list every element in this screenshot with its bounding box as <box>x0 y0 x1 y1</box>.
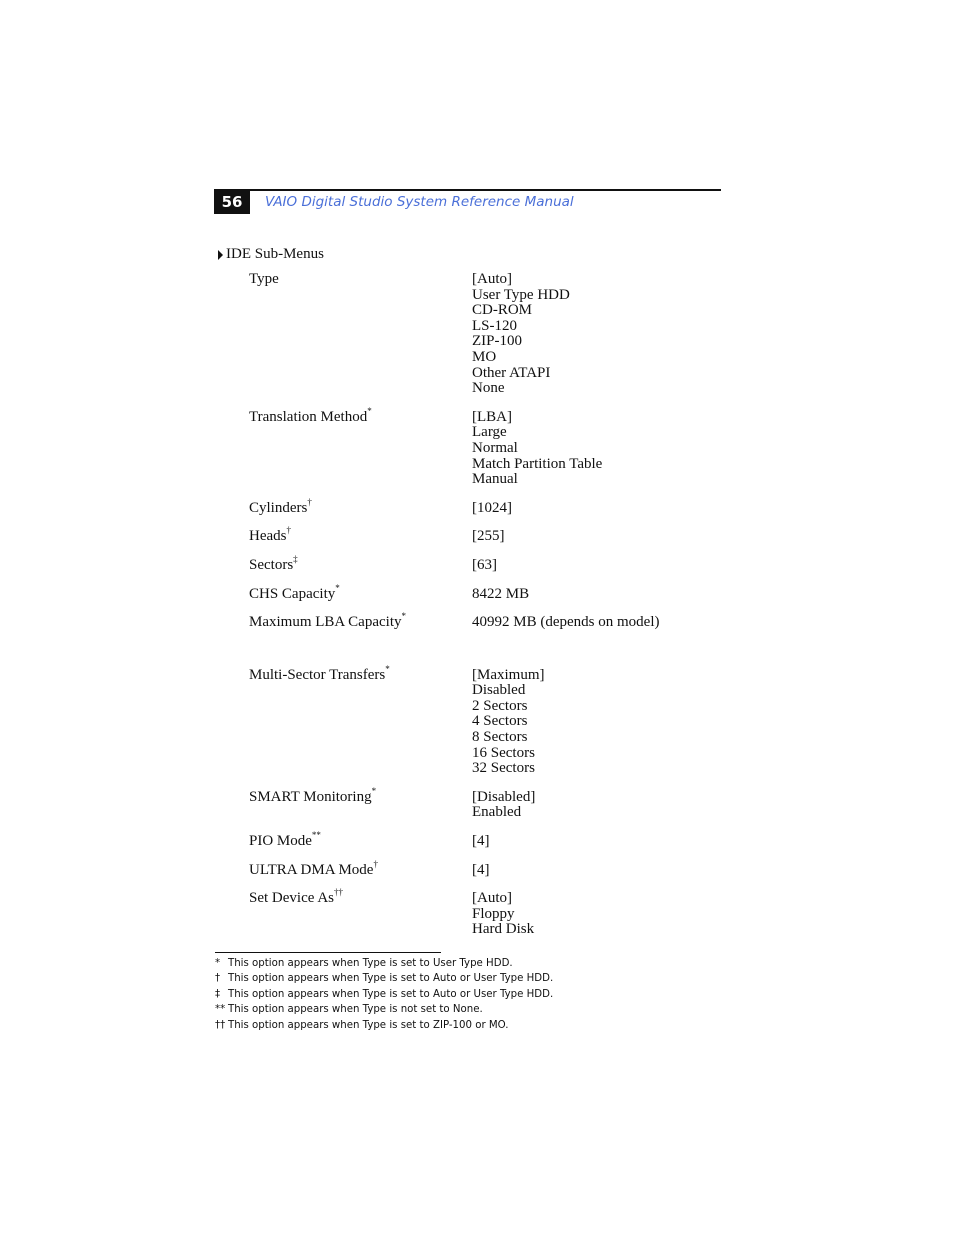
setting-row <box>249 496 709 517</box>
setting-values <box>472 615 709 631</box>
setting-label <box>249 830 472 850</box>
header-rule <box>250 189 721 191</box>
setting-option: CD-ROM <box>472 302 533 319</box>
footnote-text: This option appears when Type is set to Auto or User Type HDD. <box>228 973 554 985</box>
setting-option: Match Partition Table <box>472 455 603 472</box>
footnote-symbol: ** <box>215 1004 226 1016</box>
footnote <box>215 1002 553 1017</box>
footnote <box>215 956 553 971</box>
setting-label-text: Sectors <box>249 556 294 573</box>
setting-option: [4] <box>472 861 490 878</box>
setting-label <box>249 611 472 631</box>
setting-option: None <box>472 380 505 397</box>
footnote <box>215 1018 553 1033</box>
setting-option: 2 Sectors <box>472 697 528 714</box>
footnote-mark: † <box>286 525 291 536</box>
section-title: IDE Sub-Menus <box>226 246 324 262</box>
setting-label <box>249 405 472 426</box>
setting-option: 16 Sectors <box>472 744 535 761</box>
footnote-mark: * <box>367 405 372 416</box>
setting-option: Enabled <box>472 804 522 821</box>
footnote-mark: ‡ <box>293 553 298 564</box>
setting-label <box>249 582 472 603</box>
setting-label <box>249 496 472 517</box>
setting-row <box>249 553 709 574</box>
setting-option: [1024] <box>472 499 512 516</box>
setting-row <box>249 582 709 603</box>
footnote-mark: † <box>373 858 378 869</box>
setting-option: [Disabled] <box>472 788 536 805</box>
setting-label <box>249 858 472 879</box>
setting-values <box>472 587 709 603</box>
setting-label-text: Set Device As <box>249 890 334 907</box>
setting-row <box>249 830 709 850</box>
setting-label <box>249 663 472 684</box>
setting-row <box>249 272 709 397</box>
setting-option: Manual <box>472 471 518 488</box>
setting-option: MO <box>472 348 497 365</box>
setting-values <box>472 790 709 821</box>
setting-option: Large <box>472 424 507 441</box>
arrow-right-icon <box>218 250 223 260</box>
setting-values <box>472 410 709 488</box>
footnote-symbol: * <box>215 958 221 969</box>
footnote-mark: † <box>307 496 312 507</box>
setting-label <box>249 553 472 574</box>
setting-option: [Maximum] <box>472 666 545 683</box>
setting-values <box>472 834 709 850</box>
setting-row <box>249 525 709 545</box>
setting-option: 4 Sectors <box>472 713 528 730</box>
setting-option: 8 Sectors <box>472 729 528 746</box>
setting-option: Hard Disk <box>472 921 535 938</box>
setting-label-text: Maximum LBA Capacity <box>249 614 402 631</box>
setting-row <box>249 858 709 879</box>
setting-row <box>249 785 709 821</box>
footnote-symbol: †† <box>215 1019 226 1031</box>
setting-label-text: CHS Capacity <box>249 585 336 602</box>
setting-label <box>249 272 472 288</box>
setting-row <box>249 887 709 938</box>
setting-option: Floppy <box>472 905 515 922</box>
setting-values <box>472 558 709 574</box>
footnote-mark: * <box>385 663 390 674</box>
page-number: 56 <box>214 189 250 214</box>
setting-option: [255] <box>472 528 505 545</box>
setting-label-text: Cylinders <box>249 499 308 516</box>
footnote-text: This option appears when Type is set to ZIP-100 or MO. <box>228 1019 509 1031</box>
setting-values <box>472 891 709 938</box>
footnotes <box>215 956 553 1033</box>
setting-row <box>249 611 709 631</box>
setting-values <box>472 529 709 545</box>
setting-values <box>472 668 709 777</box>
setting-label-text: PIO Mode <box>249 833 312 850</box>
setting-option: Other ATAPI <box>472 364 551 381</box>
setting-option: 8422 MB <box>472 585 530 602</box>
setting-option: [Auto] <box>472 271 512 287</box>
setting-row <box>249 405 709 488</box>
setting-option: 40992 MB (depends on model) <box>472 614 660 631</box>
settings-list <box>249 272 709 951</box>
setting-label-text: Heads <box>249 528 287 545</box>
setting-values <box>472 863 709 879</box>
footnote-text: This option appears when Type is set to User Type HDD. <box>228 958 513 969</box>
setting-option: [Auto] <box>472 890 512 907</box>
setting-label-text: Type <box>249 271 279 287</box>
setting-option: 32 Sectors <box>472 760 535 777</box>
setting-label-text: ULTRA DMA Mode <box>249 861 374 878</box>
setting-label <box>249 887 472 907</box>
footnote-mark: * <box>401 611 406 622</box>
setting-label <box>249 785 472 806</box>
footnote-text: This option appears when Type is set to Auto or User Type HDD. <box>228 988 554 1000</box>
setting-values <box>472 272 709 397</box>
footnote-text: This option appears when Type is not set to None. <box>228 1004 483 1016</box>
section-heading <box>216 246 324 263</box>
footnote-mark: †† <box>333 887 343 898</box>
footnote-symbol: ‡ <box>215 988 221 1000</box>
footnote-rule <box>215 952 441 953</box>
setting-label-text: Translation Method <box>249 408 368 425</box>
footnote <box>215 971 553 986</box>
setting-option: Normal <box>472 439 518 456</box>
setting-row <box>249 663 709 777</box>
running-title: VAIO Digital Studio System Reference Manual <box>265 194 574 210</box>
setting-option: [LBA] <box>472 408 512 425</box>
setting-values <box>472 501 709 517</box>
setting-option: [63] <box>472 556 497 573</box>
setting-option: Disabled <box>472 682 526 699</box>
setting-option: [4] <box>472 833 490 850</box>
setting-option: LS-120 <box>472 317 517 334</box>
footnote-mark: * <box>371 785 377 796</box>
footnote-mark: ** <box>311 830 321 841</box>
setting-label-text: SMART Monitoring <box>249 788 372 805</box>
setting-label-text: Multi-Sector Transfers <box>249 666 386 683</box>
setting-label <box>249 525 472 545</box>
setting-option: ZIP-100 <box>472 333 522 350</box>
footnote <box>215 987 553 1002</box>
setting-option: User Type HDD <box>472 286 570 303</box>
footnote-mark: * <box>335 582 340 593</box>
footnote-symbol: † <box>215 973 221 985</box>
